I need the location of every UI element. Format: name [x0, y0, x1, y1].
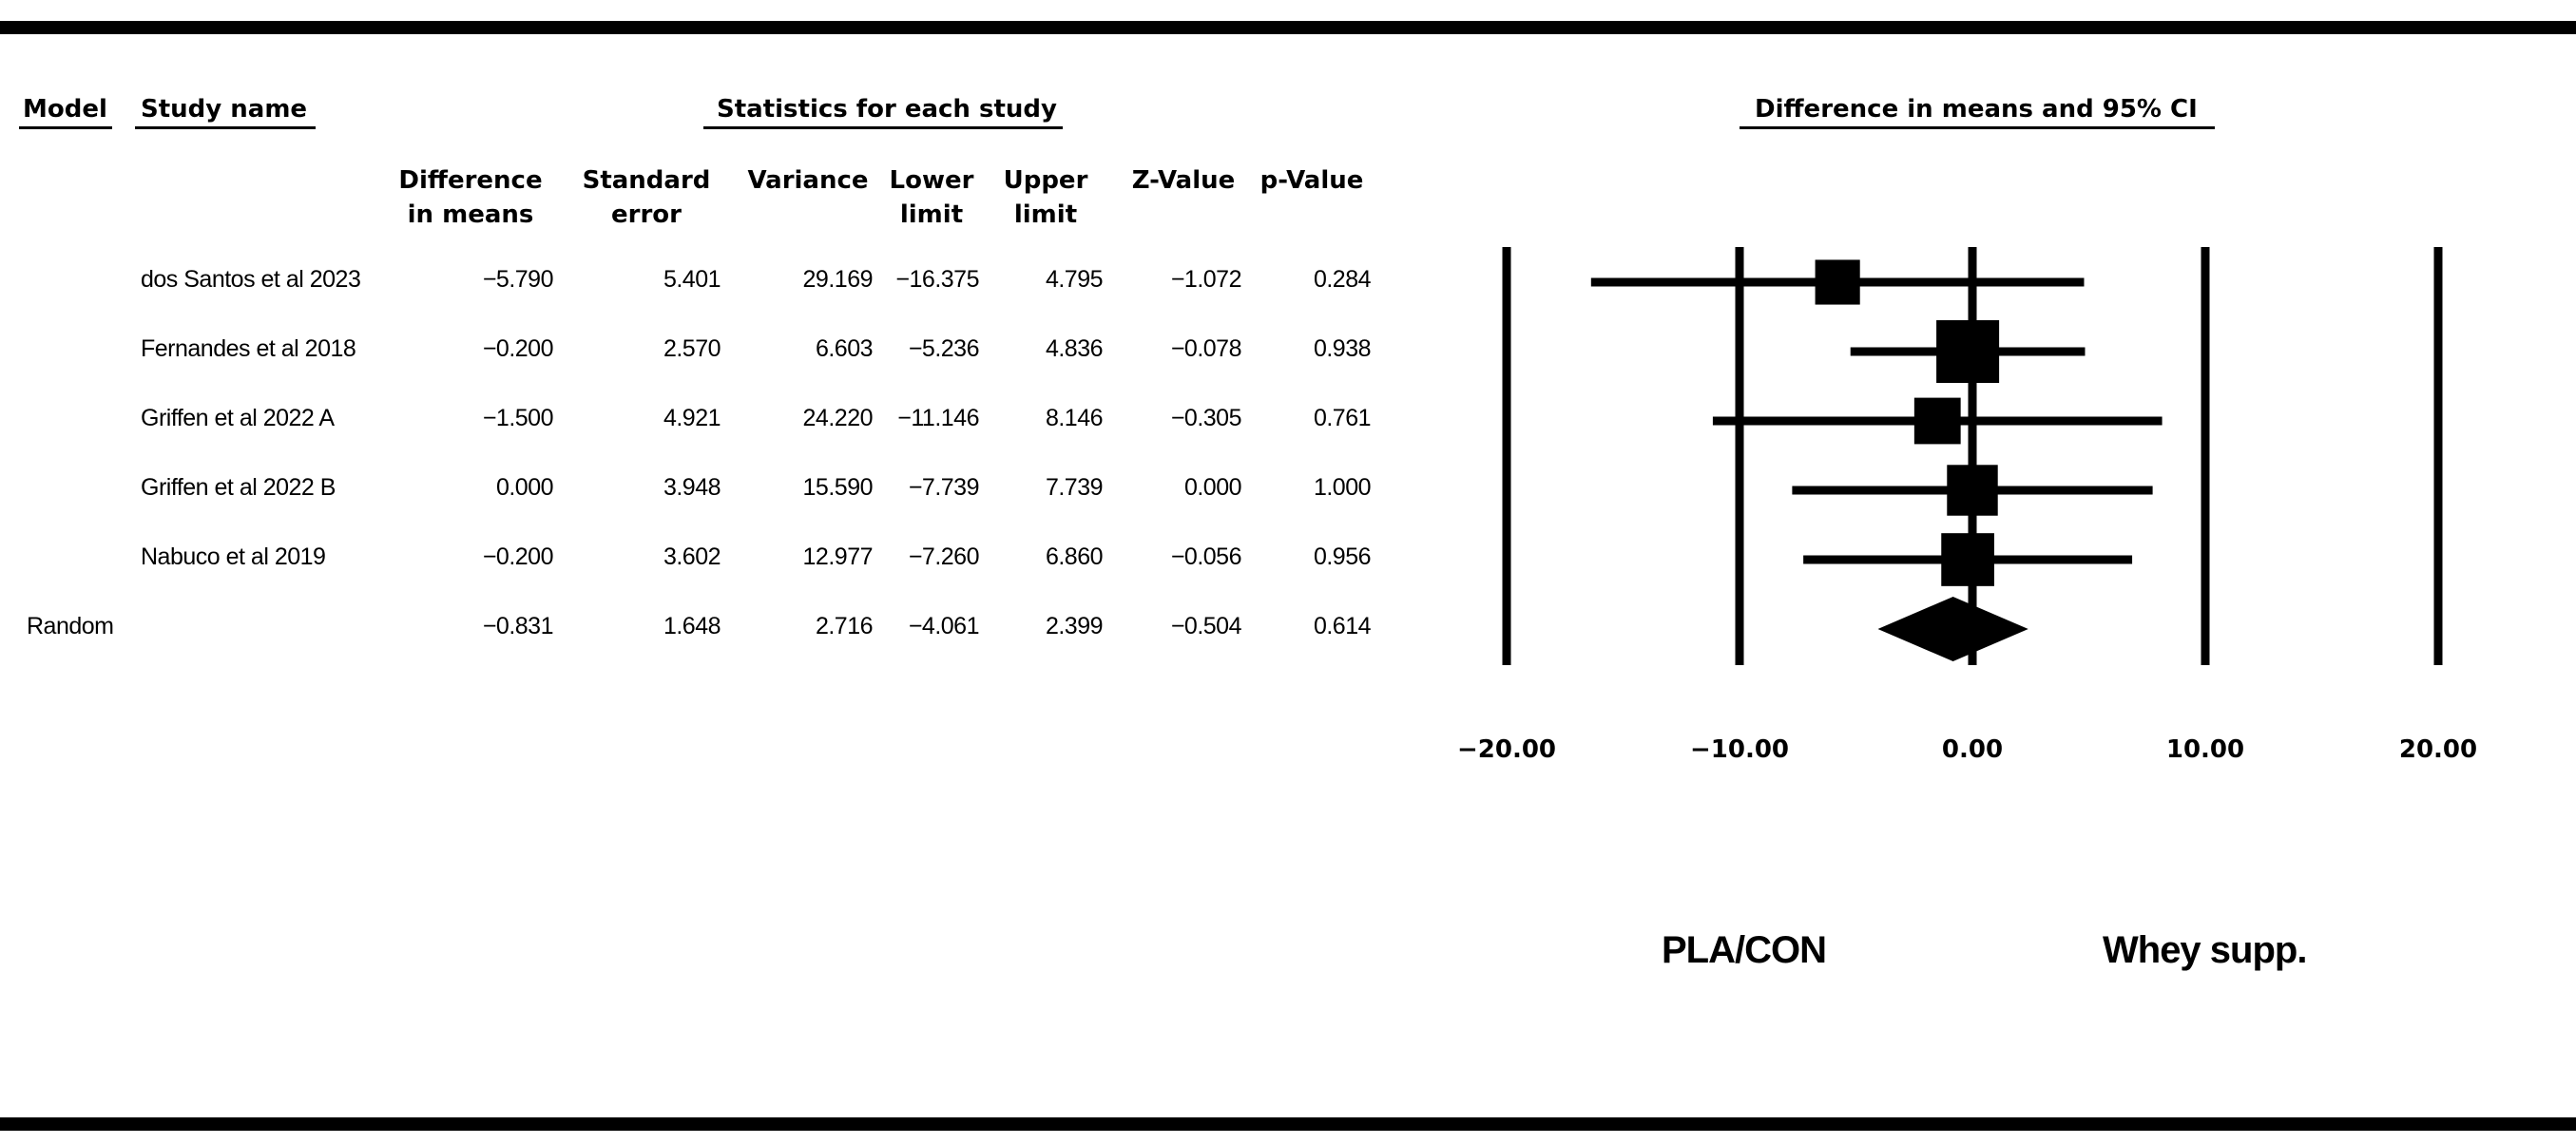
upper-limit: 6.860 [1045, 543, 1103, 570]
lower-limit: −7.260 [908, 543, 979, 570]
upper-limit: 7.739 [1045, 474, 1103, 501]
p-value: 0.614 [1313, 613, 1371, 639]
col-header-variance: Variance [747, 166, 869, 195]
variance: 29.169 [802, 266, 873, 293]
lower-limit: −4.061 [908, 613, 979, 639]
table-row [0, 405, 1388, 443]
table-row [0, 335, 1388, 373]
table-row-summary [0, 613, 1388, 651]
study-marker [1941, 533, 1994, 586]
standard-error: 4.921 [663, 405, 721, 431]
table-row [0, 474, 1388, 512]
upper-limit: 4.795 [1045, 266, 1103, 293]
standard-error: 1.648 [663, 613, 721, 639]
study-marker [1914, 398, 1961, 445]
study-name-header: Study name [141, 95, 308, 124]
col-header-z: Z-Value [1131, 166, 1236, 195]
top-rule [0, 21, 2576, 34]
summary-diamond [1878, 597, 2028, 661]
statistics-header-underline [703, 126, 1063, 129]
col-header-p: p-Value [1259, 166, 1364, 195]
standard-error: 2.570 [663, 335, 721, 362]
study-name: Griffen et al 2022 A [141, 405, 335, 431]
x-tick-label: 0.00 [1941, 735, 2004, 764]
diff-in-means: −0.831 [482, 613, 553, 639]
upper-limit: 4.836 [1045, 335, 1103, 362]
upper-limit: 2.399 [1045, 613, 1103, 639]
p-value: 0.761 [1313, 405, 1371, 431]
diff-in-means: −5.790 [482, 266, 553, 293]
x-tick-label: 10.00 [2165, 735, 2245, 764]
standard-error: 5.401 [663, 266, 721, 293]
z-value: 0.000 [1183, 474, 1241, 501]
z-value: −0.078 [1170, 335, 1241, 362]
model-header: Model [23, 95, 107, 124]
study-marker [1947, 465, 1997, 515]
col-header-se: Standard error [582, 166, 711, 229]
variance: 24.220 [802, 405, 873, 431]
study-name: Fernandes et al 2018 [141, 335, 356, 362]
z-value: −0.504 [1170, 613, 1241, 639]
x-tick-label: −10.00 [1689, 735, 1790, 764]
z-value: −0.056 [1170, 543, 1241, 570]
p-value: 0.956 [1313, 543, 1371, 570]
model-label: Random [27, 613, 114, 639]
col-header-upper: Upper limit [1003, 166, 1088, 229]
lower-limit: −7.739 [908, 474, 979, 501]
study-name-header-underline [135, 126, 316, 129]
right-favours-label: Whey supp. [2103, 929, 2307, 971]
diff-in-means: −1.500 [482, 405, 553, 431]
z-value: −1.072 [1170, 266, 1241, 293]
diff-in-means: −0.200 [482, 335, 553, 362]
upper-limit: 8.146 [1045, 405, 1103, 431]
diff-in-means: 0.000 [495, 474, 553, 501]
variance: 6.603 [815, 335, 873, 362]
statistics-header: Statistics for each study [717, 95, 1057, 124]
p-value: 1.000 [1313, 474, 1371, 501]
forest-title: Difference in means and 95% CI [1755, 95, 2198, 124]
variance: 15.590 [802, 474, 873, 501]
study-name: Nabuco et al 2019 [141, 543, 326, 570]
model-header-underline [19, 126, 112, 129]
forest-plot [1426, 228, 2519, 798]
p-value: 0.284 [1313, 266, 1371, 293]
study-marker [1816, 259, 1860, 304]
standard-error: 3.948 [663, 474, 721, 501]
study-name: Griffen et al 2022 B [141, 474, 336, 501]
lower-limit: −5.236 [908, 335, 979, 362]
study-name: dos Santos et al 2023 [141, 266, 361, 293]
study-marker [1936, 320, 1999, 383]
diff-in-means: −0.200 [482, 543, 553, 570]
standard-error: 3.602 [663, 543, 721, 570]
variance: 12.977 [802, 543, 873, 570]
lower-limit: −16.375 [895, 266, 979, 293]
x-tick-label: −20.00 [1456, 735, 1557, 764]
x-tick-label: 20.00 [2398, 735, 2478, 764]
col-header-diff: Difference in means [398, 166, 543, 229]
z-value: −0.305 [1170, 405, 1241, 431]
p-value: 0.938 [1313, 335, 1371, 362]
left-favours-label: PLA/CON [1662, 929, 1826, 971]
bottom-rule [0, 1117, 2576, 1131]
variance: 2.716 [815, 613, 873, 639]
lower-limit: −11.146 [897, 405, 979, 431]
table-row [0, 266, 1388, 304]
table-row [0, 543, 1388, 582]
forest-title-underline [1740, 126, 2215, 129]
col-header-lower: Lower limit [889, 166, 974, 229]
